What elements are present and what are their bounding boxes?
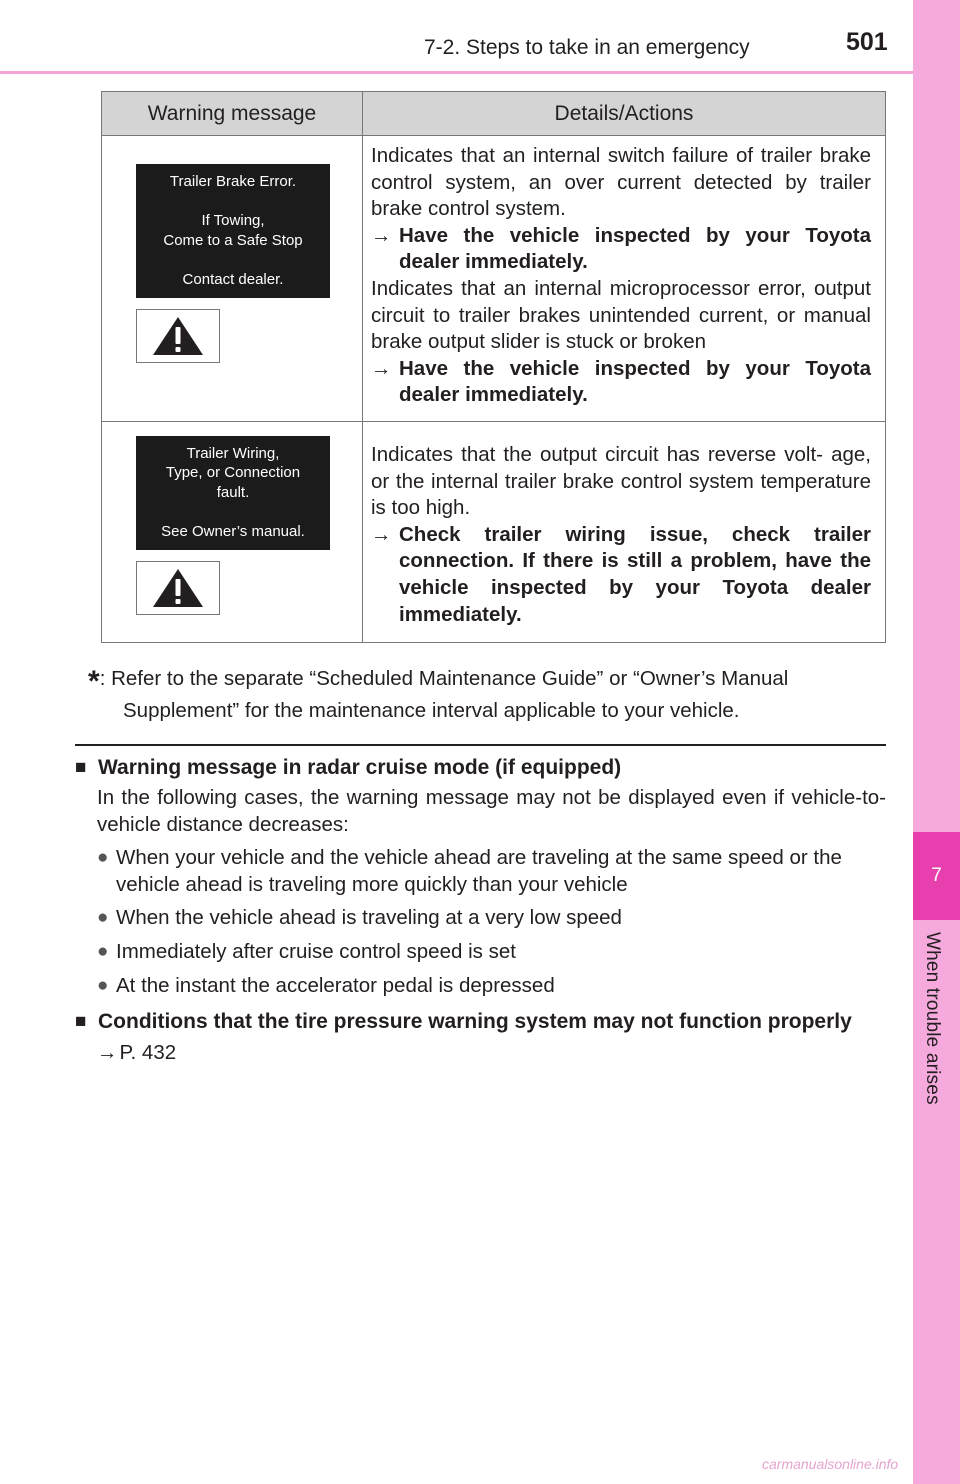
list-item: ● Immediately after cruise control speed is set <box>97 939 886 966</box>
arrow-right-icon: → <box>371 356 392 380</box>
header-divider <box>0 71 913 74</box>
section-divider <box>75 744 886 746</box>
arrow-right-icon: → <box>97 1041 118 1065</box>
display-line: Come to a Safe Stop <box>163 231 303 249</box>
list-item: ● When your vehicle and the vehicle ahead are traveling at the same speed or the vehicle ahead is traveling more quickly than your vehicle <box>97 845 886 898</box>
square-bullet-icon: ■ <box>75 757 87 778</box>
column-header-warning-message: Warning message <box>102 92 363 136</box>
action-item <box>371 223 871 276</box>
radar-cruise-intro: In the following cases, the warning message may not be displayed even if vehicle-to-vehicle distance decreases: <box>97 786 886 836</box>
detail-text: Indicates that an internal switch failure of trailer brake control system, an over current detected by trailer brake control system. <box>371 144 871 221</box>
warning-triangle-icon <box>136 309 220 363</box>
chapter-side-tab <box>913 0 960 1484</box>
table-row <box>102 421 886 642</box>
section-title: 7-2. Steps to take in an emergency <box>424 36 750 59</box>
page-reference-link[interactable]: →P. 432 <box>97 1041 177 1065</box>
action-item <box>371 522 871 628</box>
circle-bullet-icon: ● <box>97 940 109 962</box>
footnote-line2: Supplement” for the maintenance interval applicable to your vehicle. <box>123 699 740 722</box>
action-item <box>371 356 871 409</box>
notes-content <box>75 754 886 1066</box>
trailer-brake-error-display <box>136 164 330 298</box>
table-row <box>102 136 886 422</box>
action-text: Have the vehicle inspected by your Toyota dealer immediately. <box>399 223 871 274</box>
display-line: If Towing, <box>201 212 265 229</box>
radar-cruise-bullet-list <box>97 845 886 999</box>
chapter-number-tab[interactable]: 7 <box>913 832 960 920</box>
footnote <box>88 664 888 725</box>
trailer-wiring-fault-display <box>136 436 330 551</box>
page-number: 501 <box>846 28 888 56</box>
action-text: Check trailer wiring issue, check trailer connection. If there is still a problem, have the vehicle inspected by your Toyota dealer immediately. <box>399 522 871 626</box>
warning-message-table <box>101 91 886 643</box>
square-bullet-icon: ■ <box>75 1011 87 1033</box>
arrow-right-icon: → <box>371 522 392 546</box>
circle-bullet-icon: ● <box>97 907 109 929</box>
watermark: carmanualsonline.info <box>762 1456 899 1472</box>
tire-pressure-heading: ■ Conditions that the tire pressure warning system may not function properly <box>75 1010 852 1034</box>
display-line: Contact dealer. <box>182 270 284 288</box>
detail-text: Indicates that an internal microprocessor error, output circuit to trailer brakes unintended current, or manual brake output slider is stuck or broken <box>371 276 871 354</box>
display-line: See Owner’s manual. <box>161 522 305 540</box>
display-line: Type, or Connection <box>165 464 301 482</box>
warning-message-cell <box>102 421 363 642</box>
radar-cruise-heading: ■ Warning message in radar cruise mode (if equipped) <box>75 756 622 779</box>
details-actions-cell <box>363 136 886 422</box>
display-line: Trailer Wiring, <box>186 444 280 462</box>
details-actions-cell <box>363 421 886 642</box>
warning-message-cell <box>102 136 363 422</box>
action-text: Have the vehicle inspected by your Toyota dealer immediately. <box>399 356 871 407</box>
display-line: fault. <box>216 483 250 501</box>
list-item: ● When the vehicle ahead is traveling at a very low speed <box>97 905 886 932</box>
circle-bullet-icon: ● <box>97 974 109 996</box>
footnote-line1: : Refer to the separate “Scheduled Maintenance Guide” or “Owner’s Manual <box>99 667 789 690</box>
detail-text: Indicates that the output circuit has reverse volt- age, or the internal trailer brake control system temperature is too high. <box>371 442 871 520</box>
chapter-title: When trouble arises <box>922 932 943 1105</box>
list-item: ● At the instant the accelerator pedal is depressed <box>97 973 886 1000</box>
arrow-right-icon: → <box>371 223 392 247</box>
display-line: Trailer Brake Error. <box>169 173 297 190</box>
warning-triangle-icon <box>136 561 220 615</box>
column-header-details-actions: Details/Actions <box>363 92 886 136</box>
footnote-marker: * <box>88 665 100 698</box>
circle-bullet-icon: ● <box>97 847 109 869</box>
